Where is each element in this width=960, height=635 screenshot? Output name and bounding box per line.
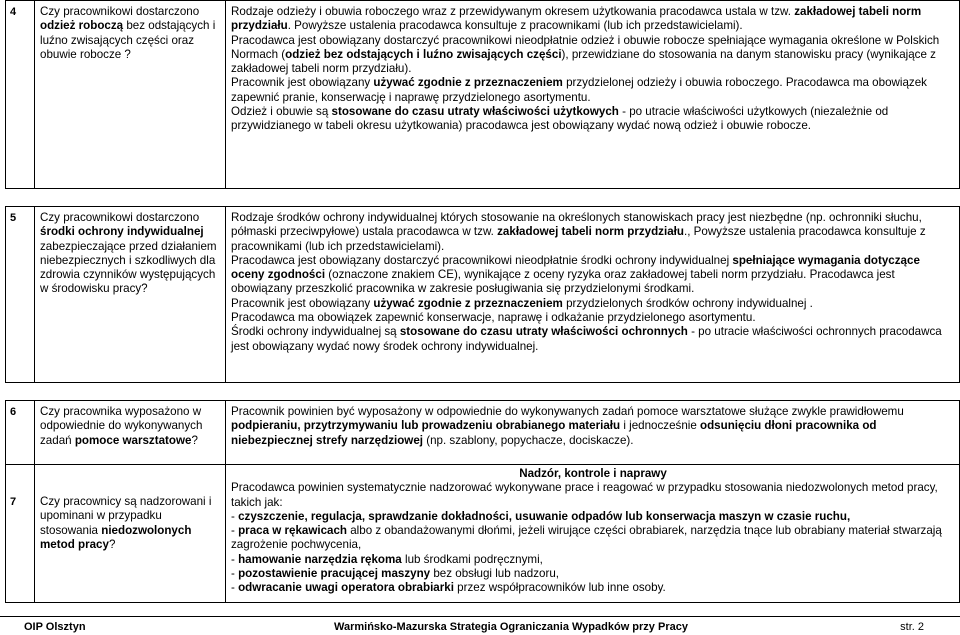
page-footer [0, 616, 960, 635]
answer-paragraph: Pracodawca jest obowiązany dostarczyć pracownikowi nieodpłatnie odzież i obuwie robocze spełniające wymagania określone w Polskich Normach (odzież bez odstających i luźno zwisających części), przewidziane do stosowania na danym stanowisku pracy (wynikające z zakładowej tabeli norm przydziału). [231, 33, 940, 76]
list-item: - czyszczenie, regulacja, sprawdzanie dokładności, usuwanie odpadów lub konserwacja maszyn w czasie ruchu, [231, 509, 851, 523]
section-heading: Nadzór, kontrole i naprawy [519, 467, 667, 480]
list-item: - odwracanie uwagi operatora obrabiarki przez współpracowników lub inne osoby. [231, 581, 666, 595]
table-row [6, 401, 960, 465]
answer-paragraph: Rodzaje środków ochrony indywidualnej których stosowanie na określonych stanowiskach pracy jest niezbędne (np. ochronniki słuchu, półmaski przeciwpyłowe) ustala pracodawca w tzw. zakładowej tabeli norm przydziału., Powyższe ustalenia pracodawca konsultuje z pracownikami (lub ich przedstawicielami). [231, 211, 926, 253]
answer-paragraph: Pracodawca jest obowiązany dostarczyć pracownikowi nieodpłatnie środki ochrony indywidualnej spełniające wymagania dotyczące oceny zgodności (oznaczone znakiem CE), wynikające z oceny ryzyka oraz zakładowej tabeli norm przydziału. Pracodawca jest obowiązany przeszkolić pracownika w zakresie posługiwania się przydzielonymi środkami. [231, 253, 920, 296]
question-cell: Czy pracownika wyposażono w odpowiednie do wykonywanych zadań pomoce warsztatowe? [35, 401, 226, 465]
table-row [6, 465, 960, 603]
answer-paragraph: Odzież i obuwie są stosowane do czasu utraty właściwości użytkowych - po utracie właściwości użytkowych (niezależnie od przywidzianego w tabeli okresu użytkowania) pracodawca jest obowiązany wydać nową odzież i obuwie robocze. [231, 105, 889, 133]
answer-cell [226, 401, 960, 465]
row-number: 6 [6, 401, 35, 465]
row-gap [6, 383, 960, 401]
answer-paragraph: Pracownik jest obowiązany używać zgodnie z przeznaczeniem przydzielonych środków ochrony indywidualnej . [231, 296, 813, 310]
footer-page-number: str. 2 [900, 621, 924, 633]
checklist-table [5, 0, 960, 603]
question-cell: Czy pracownicy są nadzorowani i upominani w przypadku stosowania niedozwolonych metod pracy? [35, 465, 226, 603]
footer-office: OIP Olsztyn [24, 621, 86, 633]
answer-paragraph: Pracownik jest obowiązany używać zgodnie z przeznaczeniem przydzielonej odzieży i obuwia roboczego. Pracodawca ma obowiązek zapewnić pranie, konserwację i naprawę przydzielonego asortymentu. [231, 76, 927, 104]
answer-paragraph: Pracodawca powinien systematycznie nadzorować wykonywane prace i reagować w przypadku stosowania niedozwolonych metod pracy, takich jak: [231, 481, 938, 509]
answer-cell [226, 1, 960, 189]
question-cell: Czy pracownikowi dostarczono odzież roboczą bez odstających i luźno zwisających części oraz obuwie robocze ? [35, 1, 226, 189]
answer-paragraph: Pracownik powinien być wyposażony w odpowiednie do wykonywanych zadań pomoce warsztatowe służące zwykle prawidłowemu podpieraniu, przytrzymywaniu lub prowadzeniu obrabianego materiału i jednocześnie odsunięciu dłoni pracownika od niebezpiecznej strefy narzędziowej (np. szablony, popychacze, dociskacze). [231, 405, 904, 447]
answer-paragraph: Środki ochrony indywidualnej są stosowane do czasu utraty właściwości ochronnych - po utracie właściwości ochronnych pracodawca jest obowiązany wydać nowy środek ochrony indywidualnej. [231, 325, 942, 353]
table-row [6, 207, 960, 383]
list-item: - pozostawienie pracującej maszyny bez obsługi lub nadzoru, [231, 567, 560, 581]
answer-paragraph: Rodzaje odzieży i obuwia roboczego wraz z przewidywanym okresem użytkowania pracodawca ustala w tzw. zakładowej tabeli norm przydziału. Powyższe ustalenia pracodawca konsultuje z pracownikami (lub ich przedstawicielami). [231, 5, 922, 33]
list-item: - hamowanie narzędzia rękoma lub środkami podręcznymi, [231, 552, 543, 566]
row-number: 5 [6, 207, 35, 383]
table-row [6, 1, 960, 189]
answer-cell [226, 207, 960, 383]
question-cell: Czy pracownikowi dostarczono środki ochrony indywidualnej zabezpieczające przed działaniem niebezpiecznych i szkodliwych dla zdrowia czynników występujących w środowisku pracy? [35, 207, 226, 383]
row-gap [6, 189, 960, 207]
footer-title: Warmińsko-Mazurska Strategia Ograniczania Wypadków przy Pracy [334, 621, 688, 633]
row-number: 7 [6, 465, 35, 603]
list-item: - praca w rękawicach albo z obandażowanymi dłońmi, jeżeli wirujące części obrabiarek, narzędzia tnące lub obrabiany materiał stwarzają zagrożenie pochwycenia, [231, 524, 942, 552]
row-number: 4 [6, 1, 35, 189]
answer-cell [226, 465, 960, 603]
answer-paragraph: Pracodawca ma obowiązek zapewnić konserwacje, naprawę i odkażanie przydzielonego asortymentu. [231, 311, 756, 325]
